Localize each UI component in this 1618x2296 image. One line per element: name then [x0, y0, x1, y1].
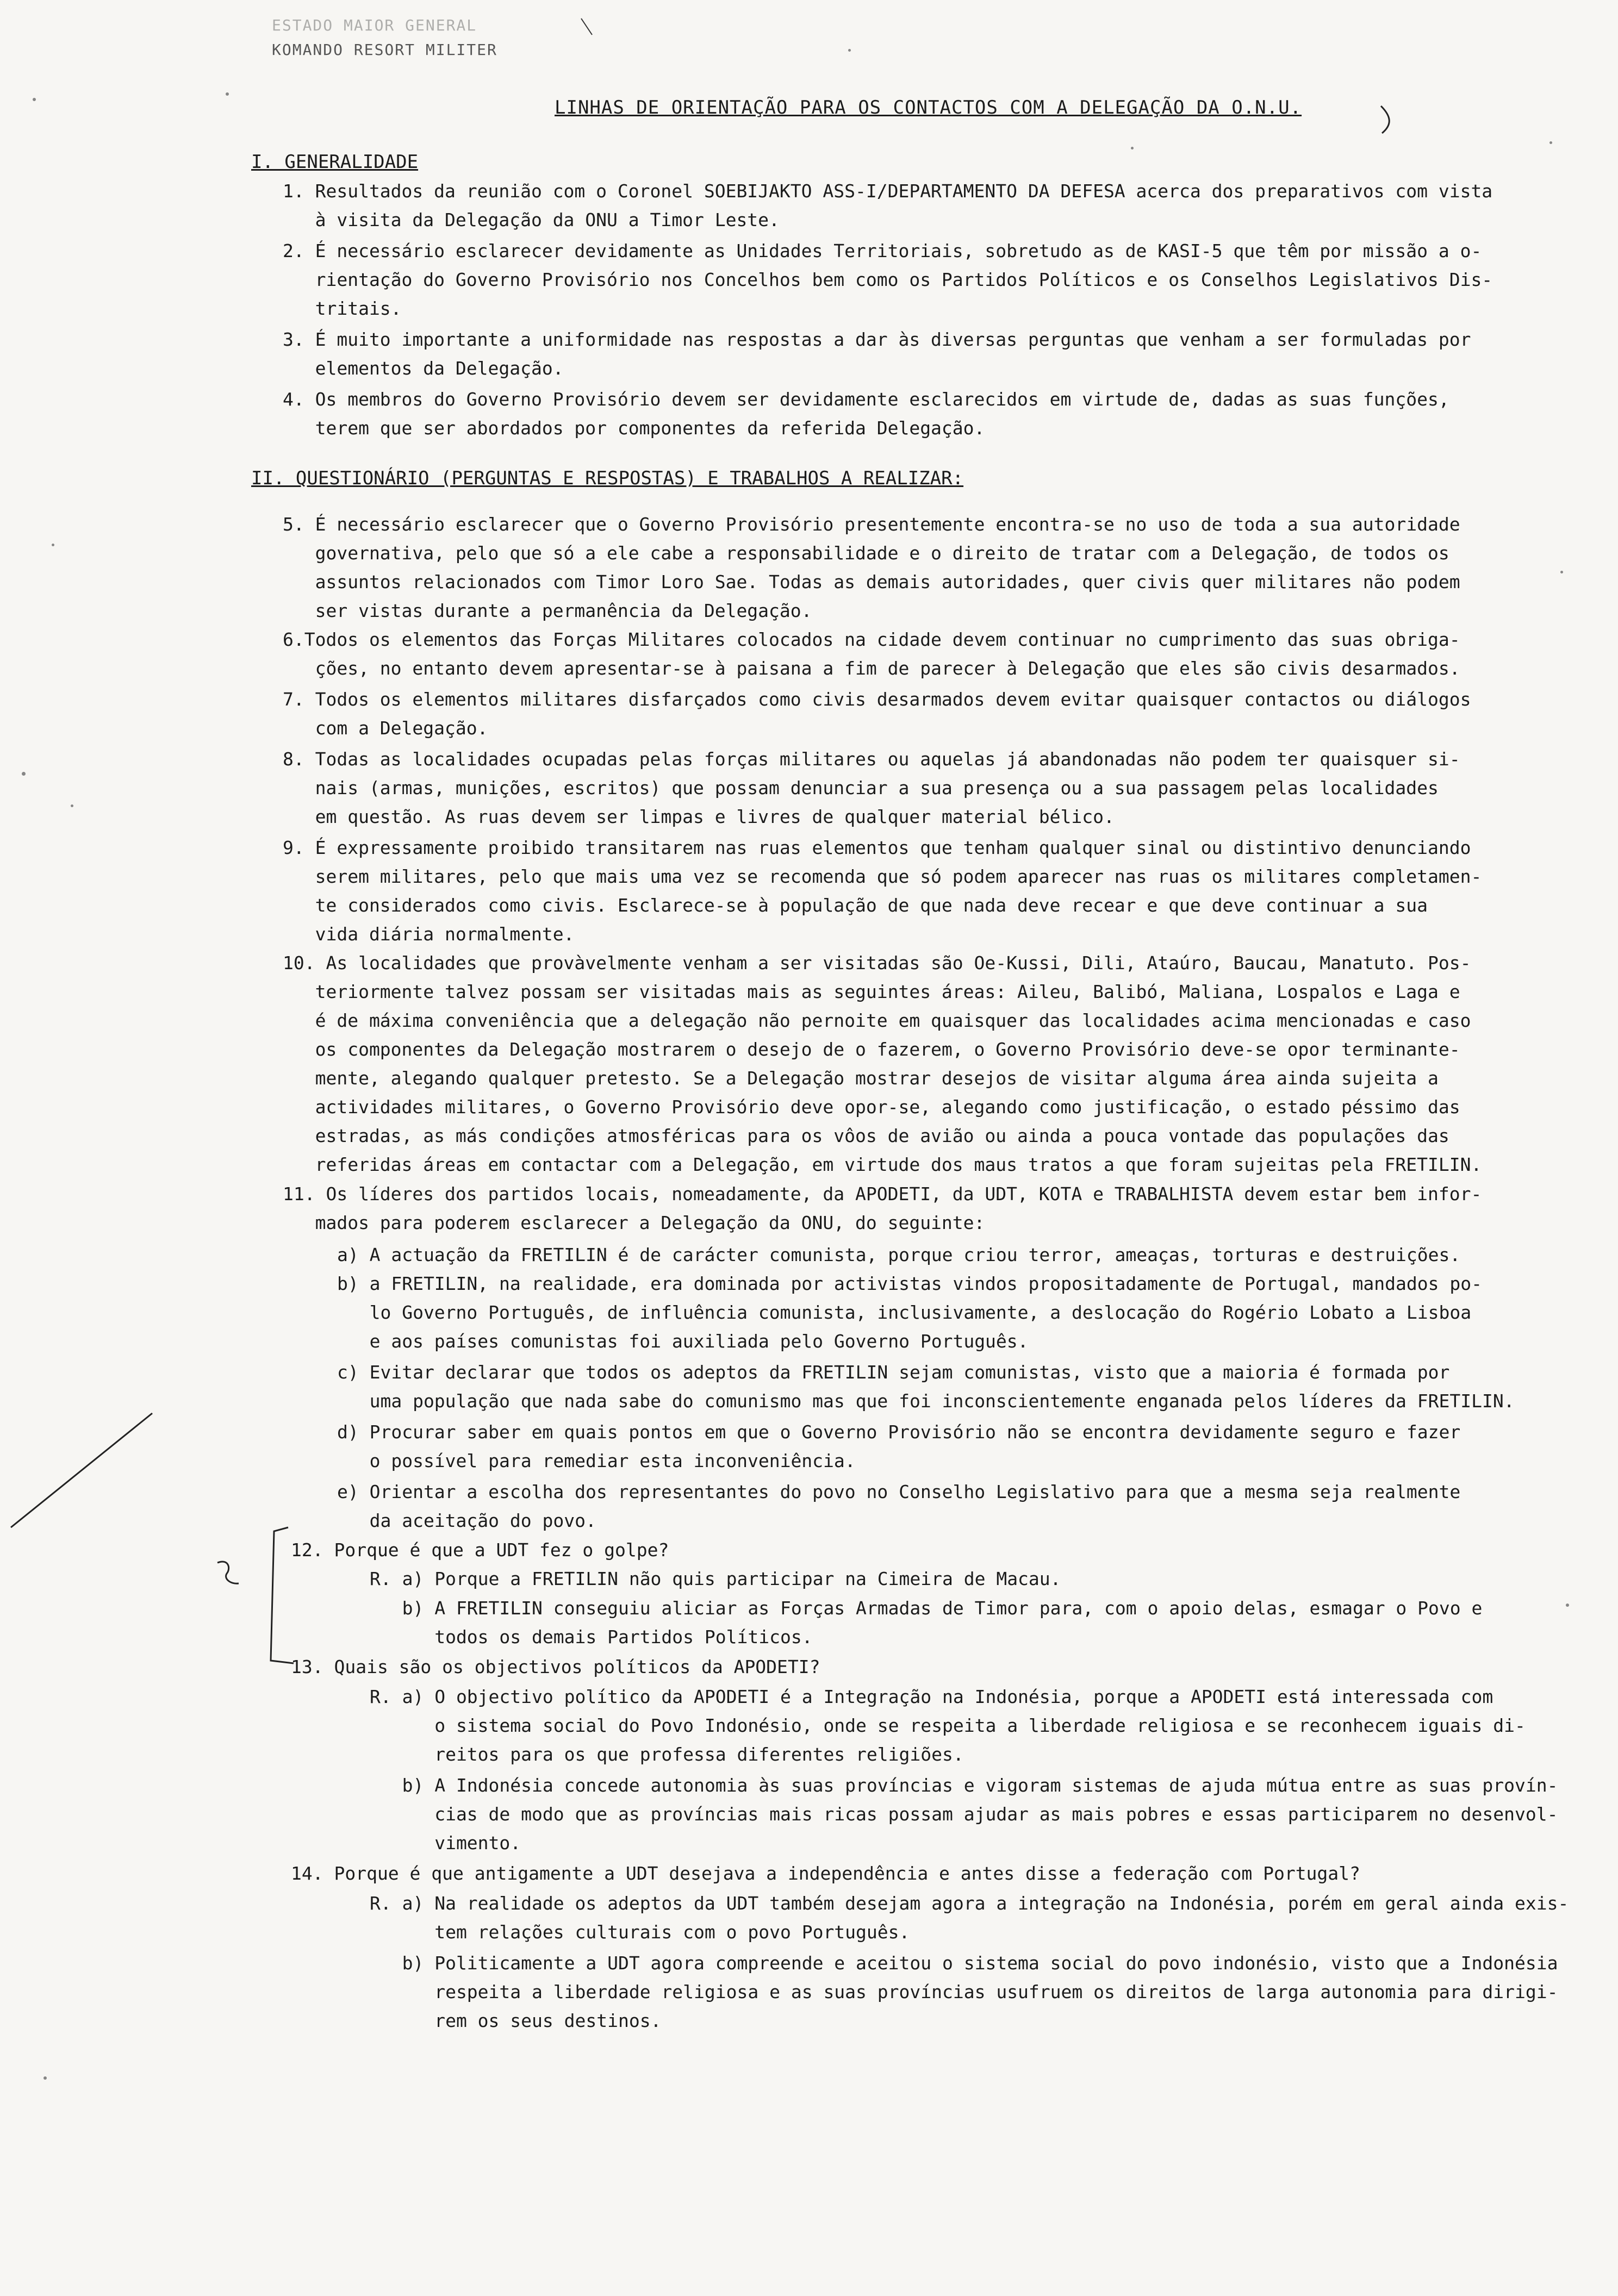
list-item: 3. É muito importante a uniformidade nas respostas a dar às diversas perguntas que venham a ser formuladas por elementos da Delegação. [283, 329, 1471, 379]
list-item: 8. Todas as localidades ocupadas pelas forças militares ou aquelas já abandonadas não podem ter quaisquer si- nais (armas, munições, escritos) que possam denunciar a sua presença ou a sua passagem pelas localidades em questão. As ruas devem ser limpas e livres de qualquer material bélico. [283, 748, 1460, 827]
list-item: 6.Todos os elementos das Forças Militares colocados na cidade devem continuar no cumprimento das suas obriga- ções, no entanto devem apresentar-se à paisana a fim de parecer à Delegação que eles são civis desarmados. [283, 629, 1460, 679]
list-item: 1. Resultados da reunião com o Coronel SOEBIJAKTO ASS-I/DEPARTAMENTO DA DEFESA acerca dos preparativos com vista à visita da Delegação da ONU a Timor Leste. [283, 180, 1493, 230]
list-item: 5. É necessário esclarecer que o Governo Provisório presentemente encontra-se no uso de toda a sua autoridade governativa, pelo que só a ele cabe a responsabilidade e o direito de tratar com a Delegação, de todos os assuntos relacionados com Timor Loro Sae. Todas as demais autoridades, quer civis quer militares não podem ser vistas durante a permanência da Delegação. [283, 514, 1460, 621]
margin-pen-stroke [0, 1402, 163, 1533]
list-item: 10. As localidades que provàvelmente venham a ser visitadas são Oe-Kussi, Dili, Ataúro, Baucau, Manatuto. Pos- teriormente talvez possam ser visitadas mais as seguintes áreas: Aileu, Balibó, Maliana, Lospalos e Laga e é de máxima conveniência que a delegação não pernoite em quaisquer das localidades acima mencionadas e caso os componentes da Delegação mostrarem o desejo de o fazerem, o Governo Provisório deve-se opor terminante- mente, alegando qualquer pretesto. Se a Delegação mostrar desejos de visitar alguma área ainda sujeita a actividades militares, o Governo Provisório deve opor-se, alegando como justificação, o estado péssimo das estradas, as más condições atmosféricas para os vôos de avião ou ainda a pouca vontade das populações das referidas áreas em contactar com a Delegação, em virtude dos maus tratos a que foram sujeitas pela FRETILIN. [283, 952, 1482, 1175]
scan-speck [22, 772, 26, 776]
question: 12. Porque é que a UDT fez o golpe? [291, 1539, 669, 1561]
scan-speck [71, 804, 73, 807]
question: 14. Porque é que antigamente a UDT desejava a independência e antes disse a federação com Portugal? [291, 1863, 1360, 1884]
answer: R. a) O objectivo político da APODETI é a Integração na Indonésia, porque a APODETI está interessada com o sistema social do Povo Indonésio, onde se respeita a liberdade religiosa e se reconhecem iguais di- reitos para os que professa diferentes religiões. [370, 1686, 1526, 1765]
answer: R. a) Porque a FRETILIN não quis participar na Cimeira de Macau. [370, 1568, 1061, 1589]
right-edge-mark [1376, 103, 1397, 136]
stray-mark [579, 16, 595, 38]
section-heading: I. GENERALIDADE [251, 151, 419, 173]
answer: b) Politicamente a UDT agora compreende e aceitou o sistema social do povo indonésio, visto que a Indonésia respeita a liberdade religiosa e as suas províncias usufruem os direitos de larga autonomia para dirigi- rem os seus destinos. [402, 1952, 1558, 2031]
list-item: 11. Os líderes dos partidos locais, nomeadamente, da APODETI, da UDT, KOTA e TRABALHISTA devem estar bem infor- mados para poderem esclarecer a Delegação da ONU, do seguinte: [283, 1183, 1482, 1233]
scan-speck [33, 98, 36, 101]
scan-speck [1566, 1604, 1569, 1607]
scan-speck [848, 49, 851, 52]
answer: b) A FRETILIN conseguiu aliciar as Forças Armadas de Timor para, com o apoio delas, esmagar o Povo e todos os demais Partidos Políticos. [402, 1598, 1483, 1648]
scan-speck [43, 2076, 47, 2080]
scan-speck [1560, 571, 1563, 573]
scan-speck [52, 544, 54, 546]
header-line-2: KOMANDO RESORT MILITER [272, 41, 497, 59]
scan-speck [1131, 147, 1134, 149]
scan-speck [1549, 141, 1552, 144]
sub-item: d) Procurar saber em quais pontos em que o Governo Provisório não se encontra devidamente seguro e fazer o possível para remediar esta inconveniência. [337, 1421, 1461, 1471]
list-item: 4. Os membros do Governo Provisório devem ser devidamente esclarecidos em virtude de, dadas as suas funções, terem que ser abordados por componentes da referida Delegação. [283, 389, 1449, 439]
list-item: 7. Todos os elementos militares disfarçados como civis desarmados devem evitar quaisquer contactos ou diálogos com a Delegação. [283, 689, 1471, 739]
section-heading: II. QUESTIONÁRIO (PERGUNTAS E RESPOSTAS) E TRABALHOS A REALIZAR: [251, 467, 964, 489]
squiggle-mark [215, 1557, 247, 1590]
answer: b) A Indonésia concede autonomia às suas províncias e vigoram sistemas de ajuda mútua entre as suas provín- cias de modo que as províncias mais ricas possam ajudar as mais pobres e essas participarem no desenvol- vimento. [402, 1775, 1558, 1854]
header-line-1: ESTADO MAIOR GENERAL [272, 16, 477, 34]
document-title: LINHAS DE ORIENTAÇÃO PARA OS CONTACTOS COM A DELEGAÇÃO DA O.N.U. [555, 97, 1302, 118]
sub-item: e) Orientar a escolha dos representantes do povo no Conselho Legislativo para que a mesma seja realmente da aceitação do povo. [337, 1481, 1461, 1531]
list-item: 9. É expressamente proibido transitarem nas ruas elementos que tenham qualquer sinal ou distintivo denunciando serem militares, pelo que mais uma vez se recomenda que só podem aparecer nas ruas os militares completamen- te considerados como civis. Esclarece-se à população de que nada deve recear e que deve continuar a sua vida diária normalmente. [283, 837, 1482, 945]
scan-speck [226, 92, 229, 96]
sub-item: a) A actuação da FRETILIN é de carácter comunista, porque criou terror, ameaças, torturas e destruições. [337, 1244, 1461, 1265]
answer: R. a) Na realidade os adeptos da UDT também desejam agora a integração na Indonésia, porém em geral ainda exis- tem relações culturais com o povo Português. [370, 1893, 1569, 1943]
question: 13. Quais são os objectivos políticos da APODETI? [291, 1656, 820, 1677]
list-item: 2. É necessário esclarecer devidamente as Unidades Territoriais, sobretudo as de KASI-5 que têm por missão a o- rientação do Governo Provisório nos Concelhos bem como os Partidos Políticos e os Conselhos Legislativos Dis- tritais. [283, 240, 1493, 319]
sub-item: b) a FRETILIN, na realidade, era dominada por activistas vindos propositadamente de Portugal, mandados po- lo Governo Português, de influência comunista, inclusivamente, a deslocação do Rogério Lobato a Lisboa e aos países comunistas foi auxiliada pelo Governo Português. [337, 1273, 1482, 1352]
sub-item: c) Evitar declarar que todos os adeptos da FRETILIN sejam comunistas, visto que a maioria é formada por uma população que nada sabe do comunismo mas que foi inconscientemente enganada pelos líderes da FRETILIN. [337, 1362, 1515, 1412]
